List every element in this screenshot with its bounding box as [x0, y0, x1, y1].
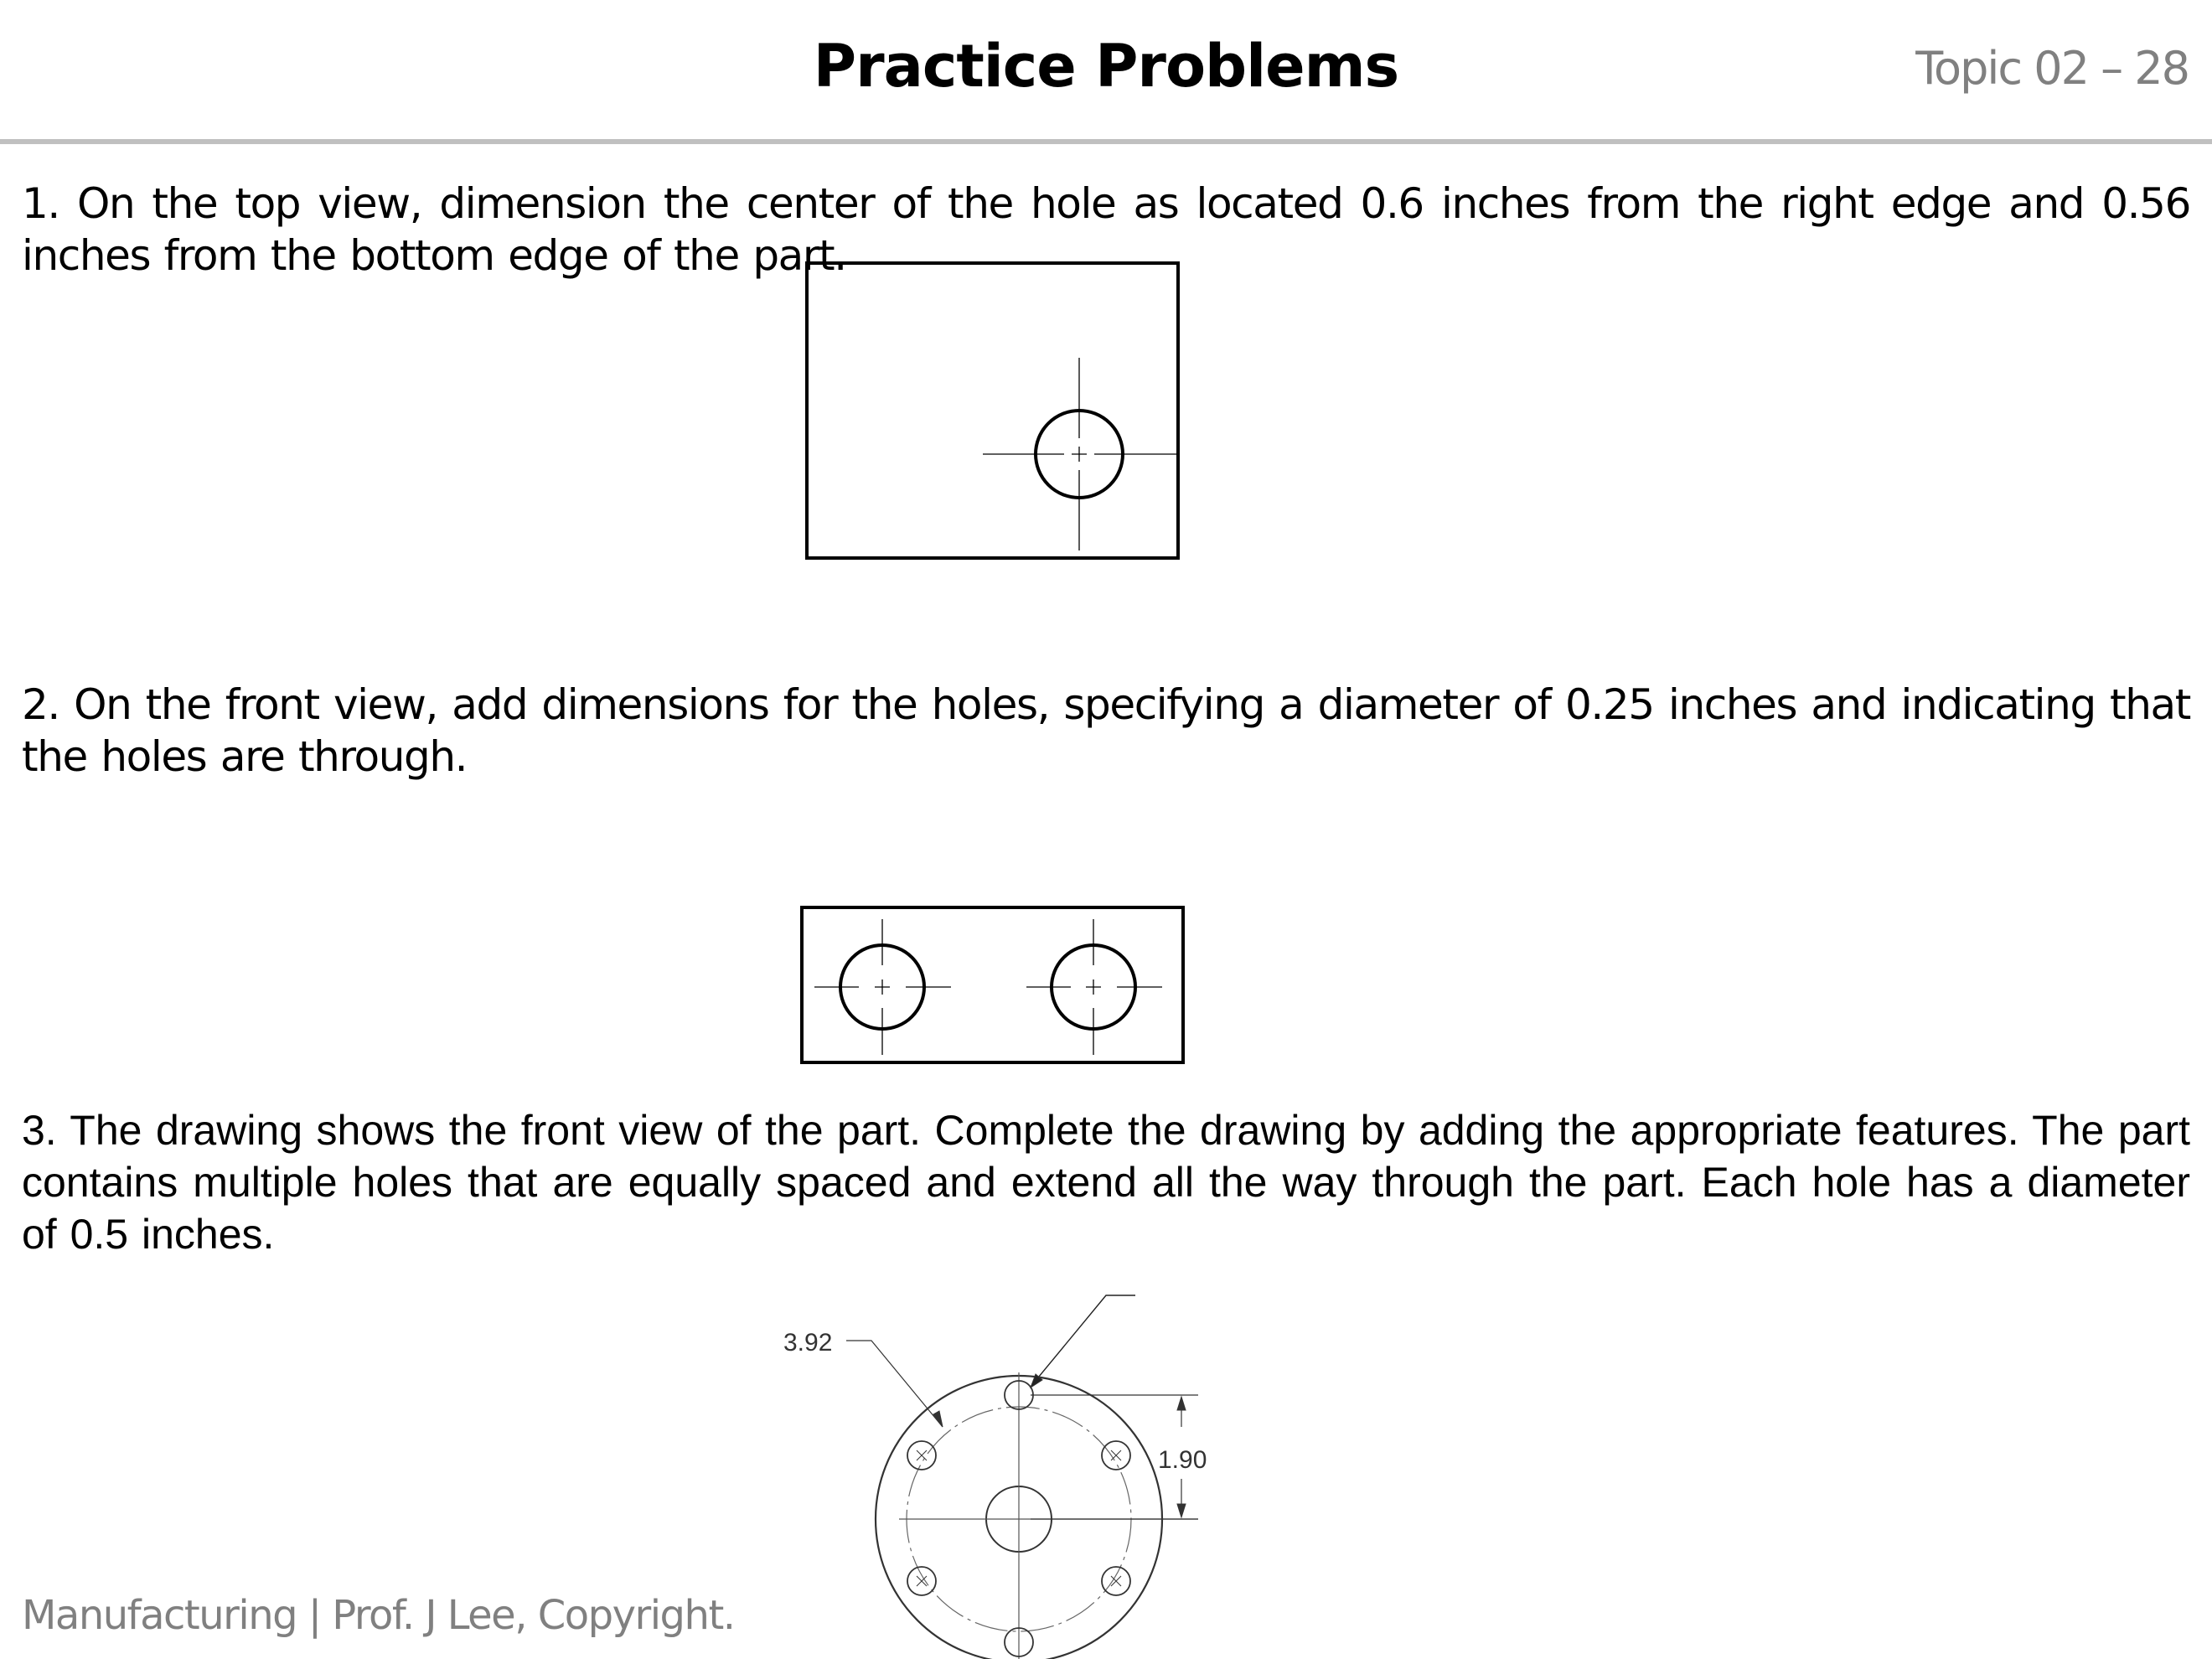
hole-left-icon [814, 919, 951, 1055]
problem-3-figure [754, 1274, 1240, 1659]
problem-2-figure [796, 901, 1190, 1068]
problem-3-text: 3. The drawing shows the front view of the part. Complete the drawing by adding the appropriate features. The part contains multiple holes that are equally spaced and extend all the way through the part. Each hole has a diameter of 0.5 inches. [22, 1107, 2190, 1258]
dimension-1-90: 1.90 [1158, 1446, 1207, 1474]
hole-icon [983, 358, 1177, 550]
footer-copyright: Manufacturing | Prof. J Lee, Copyright. [22, 1592, 735, 1639]
problem-1-text: 1. On the top view, dimension the center of the hole as located 0.6 inches from the right edge and 0.56 inches from the bottom edge of the part. [22, 179, 2190, 280]
header-divider [0, 139, 2212, 144]
problem-1-figure [800, 256, 1186, 566]
problem-2-text: 2. On the front view, add dimensions for the holes, specifying a diameter of 0.25 inches and indicating that the holes are through. [22, 680, 2190, 781]
hole-right-icon [1026, 919, 1162, 1055]
page-title: Practice Problems [813, 32, 1399, 101]
topic-label: Topic 02 – 28 [1915, 42, 2189, 95]
dimension-3-92: 3.92 [783, 1329, 833, 1357]
